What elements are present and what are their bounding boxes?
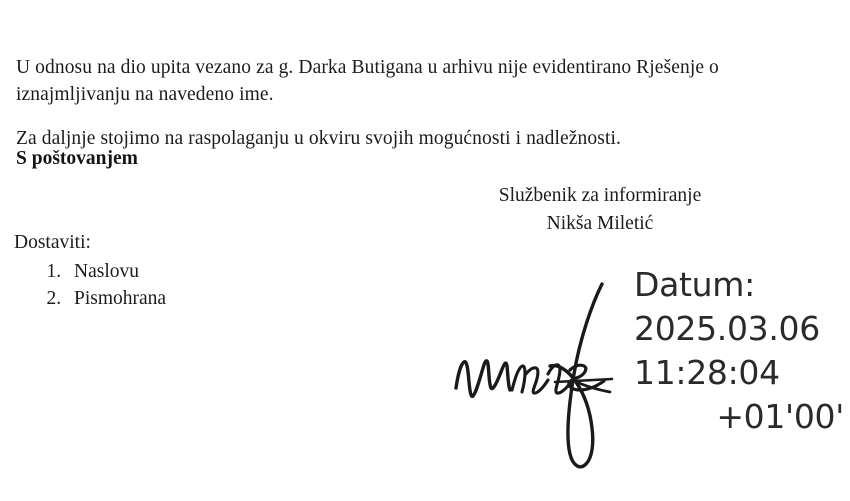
stamp-date-label: Datum: xyxy=(634,265,755,304)
stamp-time-value: 11:28:04 xyxy=(634,353,780,392)
paragraph-archive-note: U odnosu na dio upita vezano za g. Darka Butigana u arhivu nije evidentirano Rješenje o iznajmljivanju na navedeno ime. xyxy=(16,56,719,105)
signer-block xyxy=(430,182,770,238)
stamp-utc-offset: +01'00' xyxy=(716,397,844,436)
signer-title: Službenik za informiranje xyxy=(498,185,702,206)
paragraph-availability-note: Za daljnje stojimo na raspolaganju u okviru svojih mogućnosti i nadležnosti. xyxy=(16,127,621,149)
stamp-date-value: 2025.03.06 xyxy=(634,309,820,348)
deliver-list xyxy=(36,258,166,312)
deliver-label: Dostaviti: xyxy=(14,232,91,253)
list-item: 2. Pismohrana xyxy=(66,285,166,312)
digital-signature-stamp xyxy=(634,263,850,439)
list-item: 1. Naslovu xyxy=(66,258,166,285)
signer-name: Nikša Miletić xyxy=(546,213,654,234)
closing-salutation: S poštovanjem xyxy=(16,148,138,169)
